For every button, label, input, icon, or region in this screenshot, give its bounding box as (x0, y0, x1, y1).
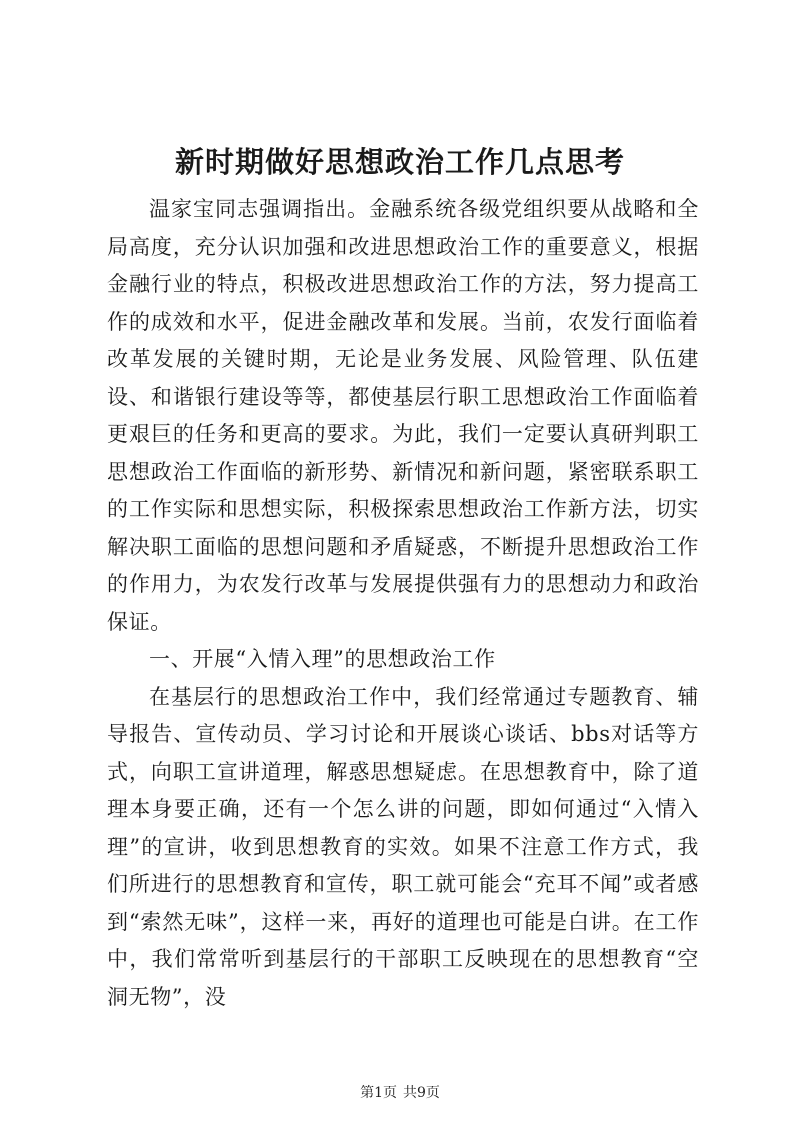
document-body (107, 191, 699, 1016)
document-title: 新时期做好思想政治工作几点思考 (174, 145, 625, 179)
page-number: 第1页 (360, 1085, 397, 1101)
paragraph-section-1: 在基层行的思想政治工作中，我们经常通过专题教育、辅导报告、宣传动员、学习讨论和开展谈心谈话、bbs对话等方式，向职工宣讲道理，解惑思想疑虑。在思想教育中，除了道理本身要正确，还有一个怎么讲的问题，即如何通过“入情入理”的宣讲，收到思想教育的实效。如果不注意工作方式，我们所进行的思想教育和宣传，职工就可能会“充耳不闻”或者感到“索然无味”，这样一来，再好的道理也可能是白讲。在工作中，我们常常听到基层行的干部职工反映现在的思想教育“空洞无物”，没 (107, 684, 699, 1009)
total-pages: 共9页 (403, 1085, 440, 1101)
section-heading-1: 一、开展“入情入理”的思想政治工作 (149, 647, 496, 671)
paragraph-intro: 温家宝同志强调指出。金融系统各级党组织要从战略和全局高度，充分认识加强和改进思想政治工作的重要意义，根据金融行业的特点，积极改进思想政治工作的方法，努力提高工作的成效和水平，促进金融改革和发展。当前，农发行面临着改革发展的关键时期，无论是业务发展、风险管理、队伍建设、和谐银行建设等等，都使基层行职工思想政治工作面临着更艰巨的任务和更高的要求。为此，我们一定要认真研判职工思想政治工作面临的新形势、新情况和新问题，紧密联系职工的工作实际和思想实际，积极探索思想政治工作新方法，切实解决职工面临的思想问题和矛盾疑惑，不断提升思想政治工作的作用力，为农发行改革与发展提供强有力的思想动力和政治保证。 (107, 197, 699, 634)
page-footer (0, 1083, 800, 1103)
